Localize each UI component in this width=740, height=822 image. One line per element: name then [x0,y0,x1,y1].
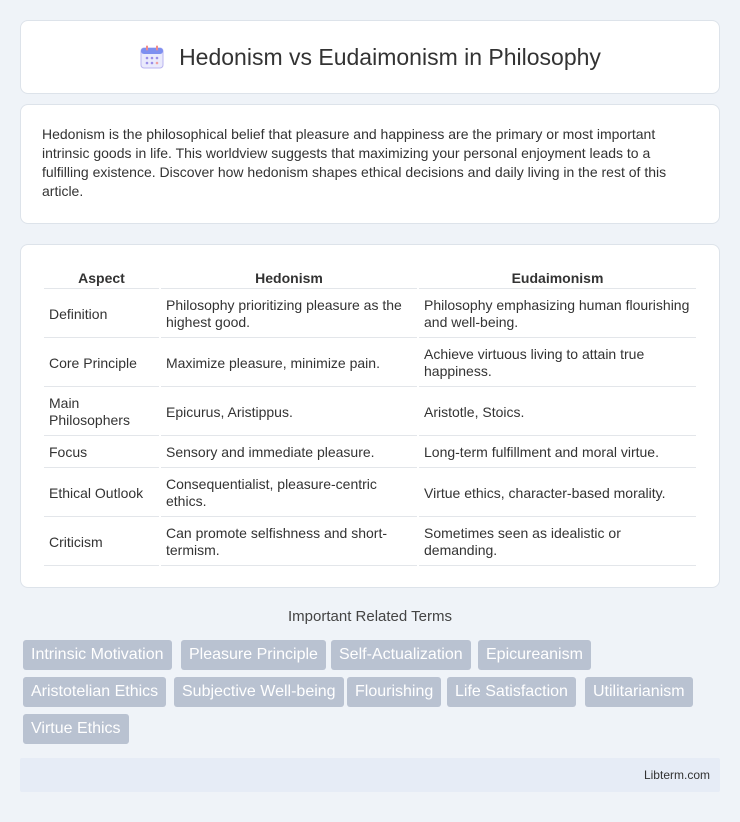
footer [20,758,720,792]
cell-aspect: Focus [44,438,159,468]
table-row [44,470,696,517]
tag-life-satisfaction[interactable]: Life Satisfaction [447,677,576,707]
title-wrap [139,44,601,71]
cell-eudaimonism: Long-term fulfillment and moral virtue. [419,438,696,468]
cell-hedonism: Maximize pleasure, minimize pain. [161,340,417,387]
header-eudaimonism: Eudaimonism [419,267,696,289]
cell-hedonism: Consequentialist, pleasure-centric ethics. [161,470,417,517]
intro-card [20,104,720,224]
cell-aspect: Core Principle [44,340,159,387]
cell-aspect: Main Philosophers [44,389,159,436]
tag-self-actualization[interactable]: Self-Actualization [331,640,471,670]
cell-aspect: Criticism [44,519,159,566]
tag-epicureanism[interactable]: Epicureanism [478,640,591,670]
page-title: Hedonism vs Eudaimonism in Philosophy [179,43,601,70]
tag-utilitarianism[interactable]: Utilitarianism [585,677,693,707]
tag-virtue-ethics[interactable]: Virtue Ethics [23,714,129,744]
cell-eudaimonism: Aristotle, Stoics. [419,389,696,436]
cell-eudaimonism: Sometimes seen as idealistic or demanding. [419,519,696,566]
table-row [44,519,696,566]
cell-eudaimonism: Philosophy emphasizing human flourishing and well-being. [419,291,696,338]
comparison-table [42,265,698,568]
cell-aspect: Ethical Outlook [44,470,159,517]
tag-flourishing[interactable]: Flourishing [347,677,441,707]
header-card [20,20,720,94]
cell-hedonism: Can promote selfishness and short-termism. [161,519,417,566]
table-row [44,291,696,338]
header-hedonism: Hedonism [161,267,417,289]
table-row [44,340,696,387]
calendar-icon [139,44,165,70]
table-header-row [44,267,696,289]
cell-hedonism: Epicurus, Aristippus. [161,389,417,436]
related-terms-title: Important Related Terms [288,608,452,625]
cell-aspect: Definition [44,291,159,338]
tag-intrinsic-motivation[interactable]: Intrinsic Motivation [23,640,172,670]
table-row [44,438,696,468]
footer-site-link[interactable]: Libterm.com [643,768,710,782]
cell-eudaimonism: Virtue ethics, character-based morality. [419,470,696,517]
intro-text: Hedonism is the philosophical belief that pleasure and happiness are the primary or most important intrinsic goods in life. This worldview suggests that maximizing your personal enjoyment leads to a fulfilling existence. Discover how hedonism shapes ethical decisions and daily living in the rest of this article. [42,126,667,199]
table-row [44,389,696,436]
header-aspect: Aspect [44,267,159,289]
cell-eudaimonism: Achieve virtuous living to attain true happiness. [419,340,696,387]
cell-hedonism: Sensory and immediate pleasure. [161,438,417,468]
tag-aristotelian-ethics[interactable]: Aristotelian Ethics [23,677,166,707]
comparison-card [20,244,720,588]
cell-hedonism: Philosophy prioritizing pleasure as the highest good. [161,291,417,338]
tag-subjective-well-being[interactable]: Subjective Well-being [174,677,344,707]
tag-pleasure-principle[interactable]: Pleasure Principle [181,640,326,670]
